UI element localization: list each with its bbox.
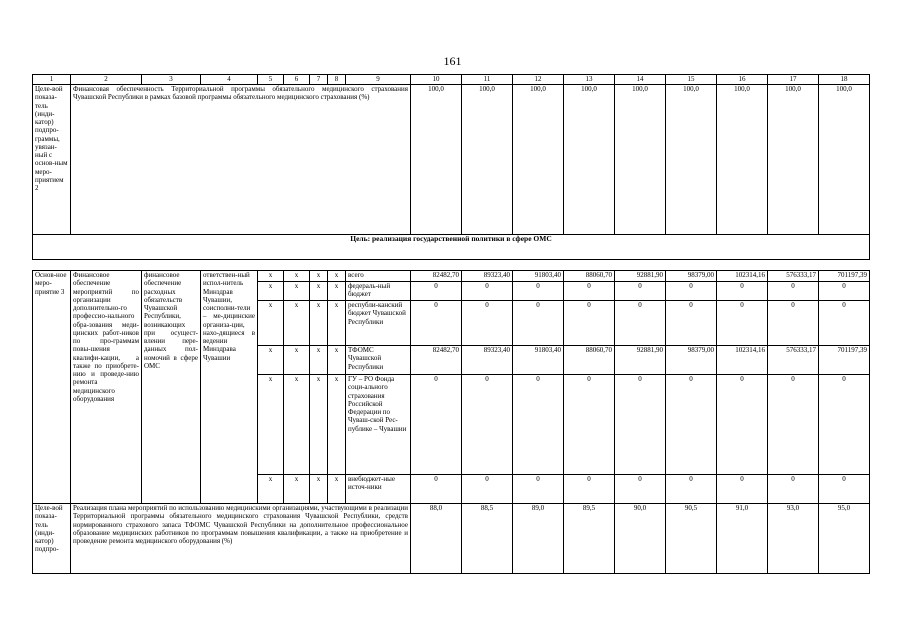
column-number: 14 <box>615 75 666 85</box>
column-number: 18 <box>819 75 870 85</box>
value-cell: 100,0 <box>564 85 615 235</box>
code-cell: x <box>310 375 328 475</box>
value-cell: 0 <box>768 282 819 301</box>
value-cell: 0 <box>615 301 666 346</box>
column-number: 17 <box>768 75 819 85</box>
value-cell: 90,0 <box>615 504 666 574</box>
value-cell: 0 <box>768 375 819 475</box>
code-cell: x <box>258 282 284 301</box>
column-number-row <box>33 75 870 85</box>
value-cell: 0 <box>717 475 768 504</box>
code-cell: x <box>328 271 346 282</box>
indicator-label: Целе-вой показа-тель (инди-катор) подпро-граммы, увязан-ный с основ-ным меро-приятием 2 <box>33 85 71 235</box>
value-cell: 0 <box>564 282 615 301</box>
value-cell: 88,0 <box>411 504 462 574</box>
code-cell: x <box>284 271 310 282</box>
code-cell: x <box>258 375 284 475</box>
code-cell: x <box>284 375 310 475</box>
value-cell: 0 <box>615 282 666 301</box>
value-cell: 0 <box>717 301 768 346</box>
code-cell: x <box>258 346 284 375</box>
column-number: 10 <box>411 75 462 85</box>
value-cell: 701197,39 <box>819 346 870 375</box>
column-number: 16 <box>717 75 768 85</box>
column-number: 6 <box>284 75 310 85</box>
funding-source: внебюджет-ные источ-ники <box>346 475 411 504</box>
column-number: 9 <box>346 75 411 85</box>
value-cell: 0 <box>411 375 462 475</box>
value-cell: 0 <box>513 375 564 475</box>
program-table <box>32 74 870 574</box>
value-cell: 102314,16 <box>717 346 768 375</box>
value-cell: 0 <box>717 282 768 301</box>
code-cell: x <box>310 271 328 282</box>
code-cell: x <box>284 346 310 375</box>
value-cell: 89,0 <box>513 504 564 574</box>
value-cell: 98379,00 <box>666 346 717 375</box>
funding-source: ГУ – РО Фонда соци-ального страхования Российской Федерации по Чуваш-ской Рес-публике – Чувашии <box>346 375 411 475</box>
value-cell: 82482,70 <box>411 346 462 375</box>
page-number: 161 <box>443 54 462 68</box>
code-cell: x <box>310 346 328 375</box>
value-cell: 0 <box>819 475 870 504</box>
value-cell: 89323,40 <box>462 346 513 375</box>
value-cell: 701197,39 <box>819 271 870 282</box>
code-cell: x <box>258 475 284 504</box>
value-cell: 0 <box>462 301 513 346</box>
indicator-text: Реализация плана мероприятий по использованию медицинскими организациями, участвующими в реализации Территориальной программы обязательного медицинского страхования Чувашской Республики, средств нормированного страхового запаса ТФОМС Чувашской Республики на дополнительное профессиональное образование медицинских работников по программам повышения квалификации, а также на приобретение и проведение ремонта медицинского оборудования (%) <box>71 504 411 574</box>
column-number: 8 <box>328 75 346 85</box>
code-cell: x <box>310 301 328 346</box>
code-cell: x <box>328 282 346 301</box>
code-cell: x <box>310 475 328 504</box>
code-cell: x <box>258 301 284 346</box>
value-cell: 0 <box>564 301 615 346</box>
value-cell: 88060,70 <box>564 271 615 282</box>
code-cell: x <box>328 301 346 346</box>
indicator-row <box>33 85 870 235</box>
code-cell: x <box>284 301 310 346</box>
value-cell: 0 <box>513 282 564 301</box>
value-cell: 0 <box>462 375 513 475</box>
column-number: 2 <box>71 75 142 85</box>
indicator-row <box>33 504 870 574</box>
value-cell: 0 <box>819 375 870 475</box>
value-cell: 0 <box>513 475 564 504</box>
value-cell: 91,0 <box>717 504 768 574</box>
value-cell: 0 <box>666 475 717 504</box>
column-number: 7 <box>310 75 328 85</box>
funding-source: ТФОМС Чувашской Республики <box>346 346 411 375</box>
value-cell: 82482,70 <box>411 271 462 282</box>
value-cell: 0 <box>564 375 615 475</box>
value-cell: 0 <box>462 475 513 504</box>
value-cell: 0 <box>717 375 768 475</box>
value-cell: 98379,00 <box>666 271 717 282</box>
value-cell: 0 <box>513 301 564 346</box>
value-cell: 92881,90 <box>615 346 666 375</box>
value-cell: 95,0 <box>819 504 870 574</box>
value-cell: 91803,40 <box>513 271 564 282</box>
value-cell: 0 <box>666 301 717 346</box>
value-cell: 0 <box>411 301 462 346</box>
value-cell: 100,0 <box>768 85 819 235</box>
value-cell: 100,0 <box>666 85 717 235</box>
value-cell: 100,0 <box>615 85 666 235</box>
value-cell: 100,0 <box>513 85 564 235</box>
value-cell: 100,0 <box>717 85 768 235</box>
indicator-label: Целе-вой показа-тель (инди-катор) подпро- <box>33 504 71 574</box>
value-cell: 0 <box>819 301 870 346</box>
indicator-text: Финансовая обеспеченность Территориальной программы обязательного медицинского страхования Чувашской Республики в рамках базовой программы обязательного медицинского страхования (%) <box>71 85 411 235</box>
code-cell: x <box>310 282 328 301</box>
activity-name: Финансовое обеспечение мероприятий по организации дополнительно-го профессио-нального обра-зования меди-цинских работ-ников по про-граммам повы-шения квалифи-кации, а также по приобрете-нию и проведе-нию ремонта медицинского оборудования <box>71 271 142 504</box>
column-number: 3 <box>142 75 201 85</box>
spacer-row <box>33 260 870 271</box>
value-cell: 90,5 <box>666 504 717 574</box>
value-cell: 93,0 <box>768 504 819 574</box>
value-cell: 0 <box>615 475 666 504</box>
value-cell: 100,0 <box>411 85 462 235</box>
funding-source: федераль-ный бюджет <box>346 282 411 301</box>
value-cell: 0 <box>819 282 870 301</box>
activity-label: Основ-ное меро-приятие 3 <box>33 271 71 504</box>
value-cell: 0 <box>615 375 666 475</box>
value-cell: 102314,16 <box>717 271 768 282</box>
value-cell: 0 <box>666 375 717 475</box>
value-cell: 100,0 <box>819 85 870 235</box>
value-cell: 100,0 <box>462 85 513 235</box>
value-cell: 0 <box>411 475 462 504</box>
funding-source: всего <box>346 271 411 282</box>
value-cell: 576333,17 <box>768 346 819 375</box>
value-cell: 0 <box>564 475 615 504</box>
column-number: 15 <box>666 75 717 85</box>
value-cell: 0 <box>411 282 462 301</box>
activity-purpose: финансовое обеспечение расходных обязательств Чувашской Республики, возникающих при осущест-влении пере-данных пол-номочий в сфере ОМС <box>142 271 201 504</box>
value-cell: 89,5 <box>564 504 615 574</box>
value-cell: 0 <box>462 282 513 301</box>
column-number: 1 <box>33 75 71 85</box>
code-cell: x <box>284 475 310 504</box>
code-cell: x <box>328 346 346 375</box>
column-number: 11 <box>462 75 513 85</box>
column-number: 4 <box>201 75 258 85</box>
value-cell: 576333,17 <box>768 271 819 282</box>
value-cell: 88,5 <box>462 504 513 574</box>
code-cell: x <box>328 475 346 504</box>
goal-heading: Цель: реализация государственной политики в сфере ОМС <box>33 235 870 260</box>
value-cell: 0 <box>768 475 819 504</box>
value-cell: 92881,90 <box>615 271 666 282</box>
column-number: 5 <box>258 75 284 85</box>
spacer <box>33 260 870 271</box>
value-cell: 0 <box>768 301 819 346</box>
column-number: 12 <box>513 75 564 85</box>
value-cell: 91803,40 <box>513 346 564 375</box>
value-cell: 89323,40 <box>462 271 513 282</box>
goal-row <box>33 235 870 260</box>
funding-source: республи-канский бюджет Чувашской Республики <box>346 301 411 346</box>
value-cell: 0 <box>666 282 717 301</box>
code-cell: x <box>328 375 346 475</box>
activity-executor: ответствен-ный испол-нитель Минздрав Чувашии, соисполни-тели – ме-дицинские организа-ции, нахо-дящиеся в ведении Минздрава Чувашии <box>201 271 258 504</box>
code-cell: x <box>284 282 310 301</box>
code-cell: x <box>258 271 284 282</box>
funding-row <box>33 271 870 282</box>
value-cell: 88060,70 <box>564 346 615 375</box>
column-number: 13 <box>564 75 615 85</box>
